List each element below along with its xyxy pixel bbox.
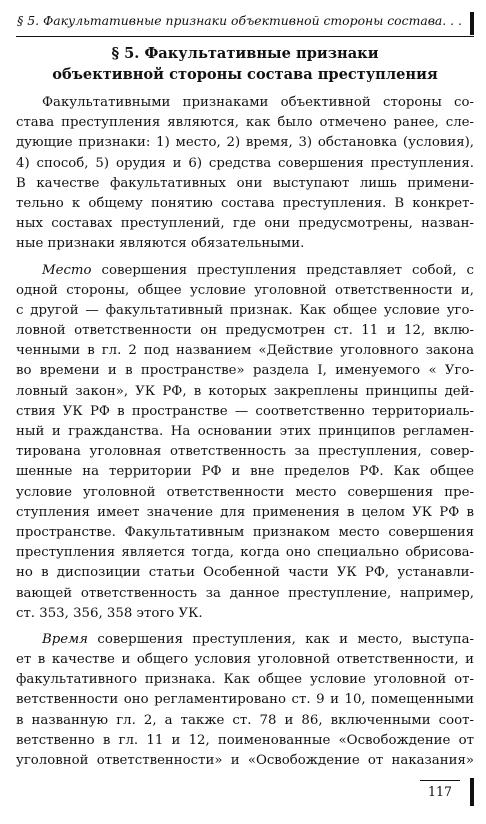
- text-line: факультативного признака. Как общее условие уголовной от-: [16, 672, 474, 688]
- body-text: [16, 93, 474, 771]
- text-line: тельно к общему понятию состава преступления. В конкрет-: [16, 195, 474, 211]
- paragraph-2: [16, 261, 474, 624]
- text-line-lead: [16, 630, 474, 650]
- text-line: одной стороны, общее условие уголовной ответственности и,: [16, 282, 474, 298]
- text-line: во времени и в пространстве» раздела I, именуемого « Уго-: [16, 363, 474, 379]
- header-edge-bar: [470, 12, 474, 35]
- paragraph-1: [16, 93, 474, 255]
- text-line: ловной ответственности он предусмотрен ст. 11 и 12, вклю-: [16, 323, 474, 339]
- text-line: в названную гл. 2, а также ст. 78 и 86, включенными соот-: [16, 712, 474, 728]
- text-line: ный и гражданства. На основании этих принципов регламен-: [16, 424, 474, 439]
- section-title-line-1: § 5. Факультативные признаки: [111, 45, 379, 62]
- running-header: [16, 10, 474, 37]
- page-number: 117: [427, 784, 453, 799]
- page-footer: [16, 780, 474, 808]
- text-line: преступления является тогда, когда оно специально обрисова-: [16, 545, 474, 561]
- text-line: ловный закон», УК РФ, в которых закреплены принципы дей-: [16, 383, 474, 399]
- lead-text: совершения преступления, как и место, выступа-: [87, 631, 474, 647]
- footer-edge-bar: [470, 778, 474, 806]
- text-line: но в диспозиции статьи Особенной части УК РФ, устанавли-: [16, 565, 474, 581]
- text-line: тирована уголовная ответственность за преступления, совер-: [16, 444, 474, 460]
- text-line: дующие признаки: 1) место, 2) время, 3) обстановка (условия),: [16, 135, 474, 151]
- text-line: ветственно в гл. 11 и 12, поименованные «Освобождение от: [16, 732, 474, 748]
- text-line: ветственности оно регламентировано ст. 9 и 10, помещенными: [16, 692, 474, 708]
- text-line: става преступления являются, как было отмечено ранее, сле-: [16, 115, 474, 131]
- paragraph-3: [16, 630, 474, 771]
- text-line: пространстве. Факультативным признаком место совершения: [16, 524, 474, 540]
- section-title-line-2: объективной стороны состава преступления: [52, 66, 438, 83]
- text-line: ет в качестве и общего условия уголовной ответственности, и: [16, 652, 474, 668]
- italic-term: Время: [42, 631, 88, 647]
- text-line: ных составах преступлений, где они предусмотрены, назван-: [16, 216, 474, 232]
- text-line: ступления имеет значение для применения в целом УК РФ в: [16, 504, 474, 520]
- section-title: [16, 43, 474, 85]
- text-line: Факультативными признаками объективной стороны со-: [42, 95, 474, 110]
- text-line: условие уголовной ответственности место совершения пре-: [16, 484, 474, 500]
- text-line: ные признаки являются обязательными.: [16, 236, 305, 252]
- text-line: ченными в гл. 2 под названием «Действие уголовного закона: [16, 343, 474, 359]
- text-line: ствия УК РФ в пространстве — соответственно территориаль-: [16, 403, 474, 419]
- text-line-lead: [16, 261, 474, 281]
- lead-text: совершения преступления представляет собой, с: [91, 262, 474, 278]
- text-line: вающей ответственность за данное преступление, например,: [16, 585, 474, 601]
- book-page: [16, 10, 474, 814]
- text-line: шенные на территории РФ и вне пределов РФ. Как общее: [16, 464, 474, 480]
- text-line: 4) способ, 5) орудия и 6) средства совершения преступления.: [16, 155, 474, 171]
- text-line: ст. 353, 356, 358 этого УК.: [16, 605, 203, 621]
- text-line: уголовной ответственности» и «Освобождение от наказания»: [16, 753, 474, 768]
- running-header-text: § 5. Факультативные признаки объективной стороны состава. . .: [17, 13, 462, 28]
- page-number-rule: [420, 780, 460, 781]
- text-line: В качестве факультативных они выступают лишь примени-: [16, 175, 474, 191]
- text-line: с другой — факультативный признак. Как общее условие уго-: [16, 302, 474, 318]
- italic-term: Место: [42, 262, 92, 278]
